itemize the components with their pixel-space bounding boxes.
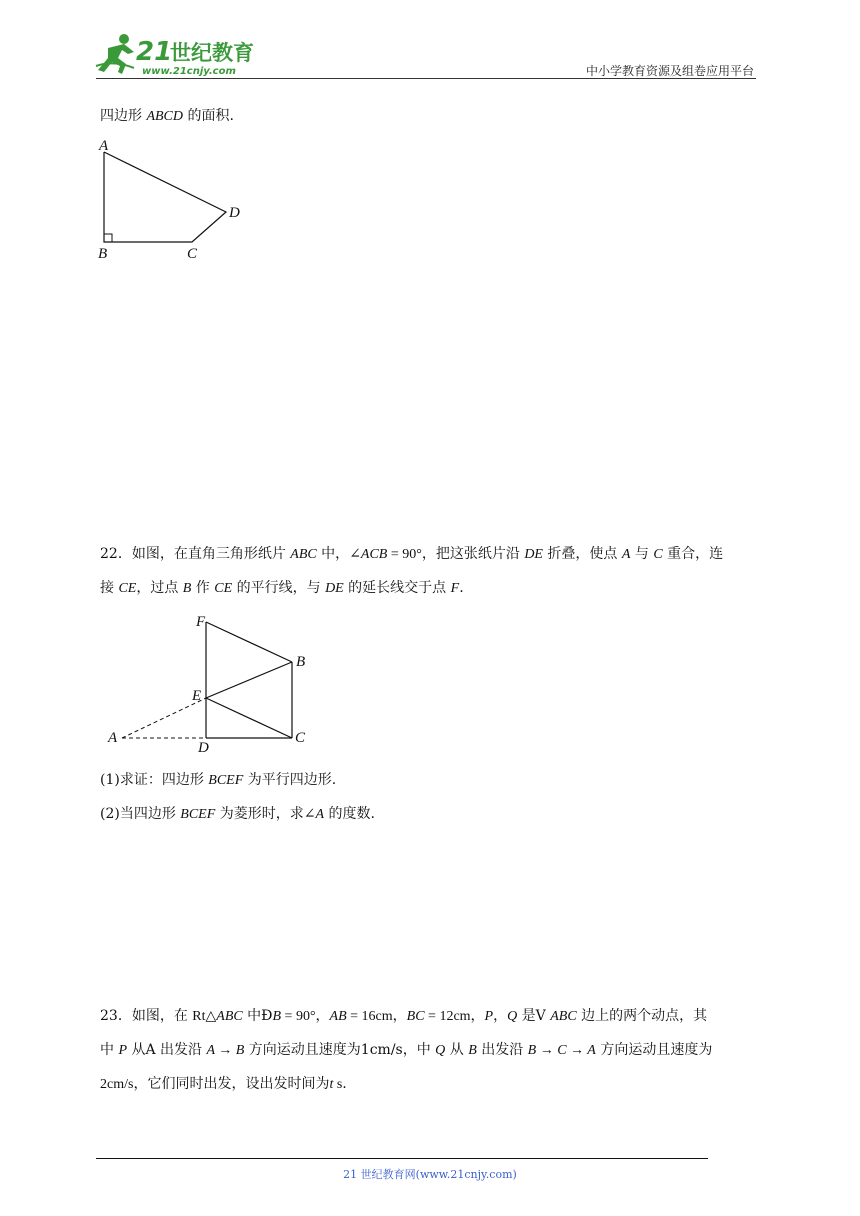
label-c: C: [295, 730, 306, 746]
figure-quadrilateral-abcd: [90, 134, 260, 264]
label-d: D: [198, 740, 209, 753]
header-tagline: 中小学教育资源及组卷应用平台: [585, 64, 754, 78]
label-a: A: [108, 730, 118, 746]
footer-rule: [96, 1158, 708, 1159]
runner-icon: [96, 34, 134, 74]
logo-cn: 世纪教育: [170, 41, 254, 65]
label-b: B: [296, 654, 306, 670]
footer-link[interactable]: 21 世纪教育网(www.21cnjy.com): [343, 1168, 517, 1181]
header-rule: [96, 78, 756, 79]
q21-tail-line: 四边形 ABCD 的面积.: [100, 108, 234, 124]
q23-line-3: 2cm/s，它们同时出发，设出发时间为t s.: [100, 1076, 347, 1092]
label-f: F: [196, 614, 206, 630]
q23-line-1: 23．如图，在 Rt△ABC 中ÐB = 90°，AB = 16cm，BC = 12cm，P，Q 是V ABC 边上的两个动点，其: [100, 1008, 708, 1024]
site-logo: [94, 30, 264, 80]
q23-line-2: 中 P 从A 出发沿 A → B 方向运动且速度为1cm/s，中 Q 从 B 出发沿 B → C → A 方向运动且速度为: [100, 1042, 713, 1058]
q22-line-1: 22．如图，在直角三角形纸片 ABC 中，∠ACB = 90°，把这张纸片沿 DE 折叠，使点 A 与 C 重合，连: [100, 546, 724, 562]
label-d: D: [229, 205, 240, 221]
label-c: C: [187, 246, 198, 262]
q22-sub2: (2)当四边形 BCEF 为菱形时，求∠A 的度数.: [100, 806, 375, 822]
label-b: B: [98, 246, 108, 262]
q22-line-2: 接 CE，过点 B 作 CE 的平行线，与 DE 的延长线交于点 F.: [100, 580, 464, 596]
logo-number: 21: [136, 37, 173, 67]
figure-folded-triangle: [100, 608, 320, 753]
label-a: A: [99, 138, 109, 154]
q22-sub1: (1)求证：四边形 BCEF 为平行四边形.: [100, 772, 337, 788]
label-e: E: [192, 688, 202, 704]
logo-url: www.21cnjy.com: [142, 66, 236, 77]
